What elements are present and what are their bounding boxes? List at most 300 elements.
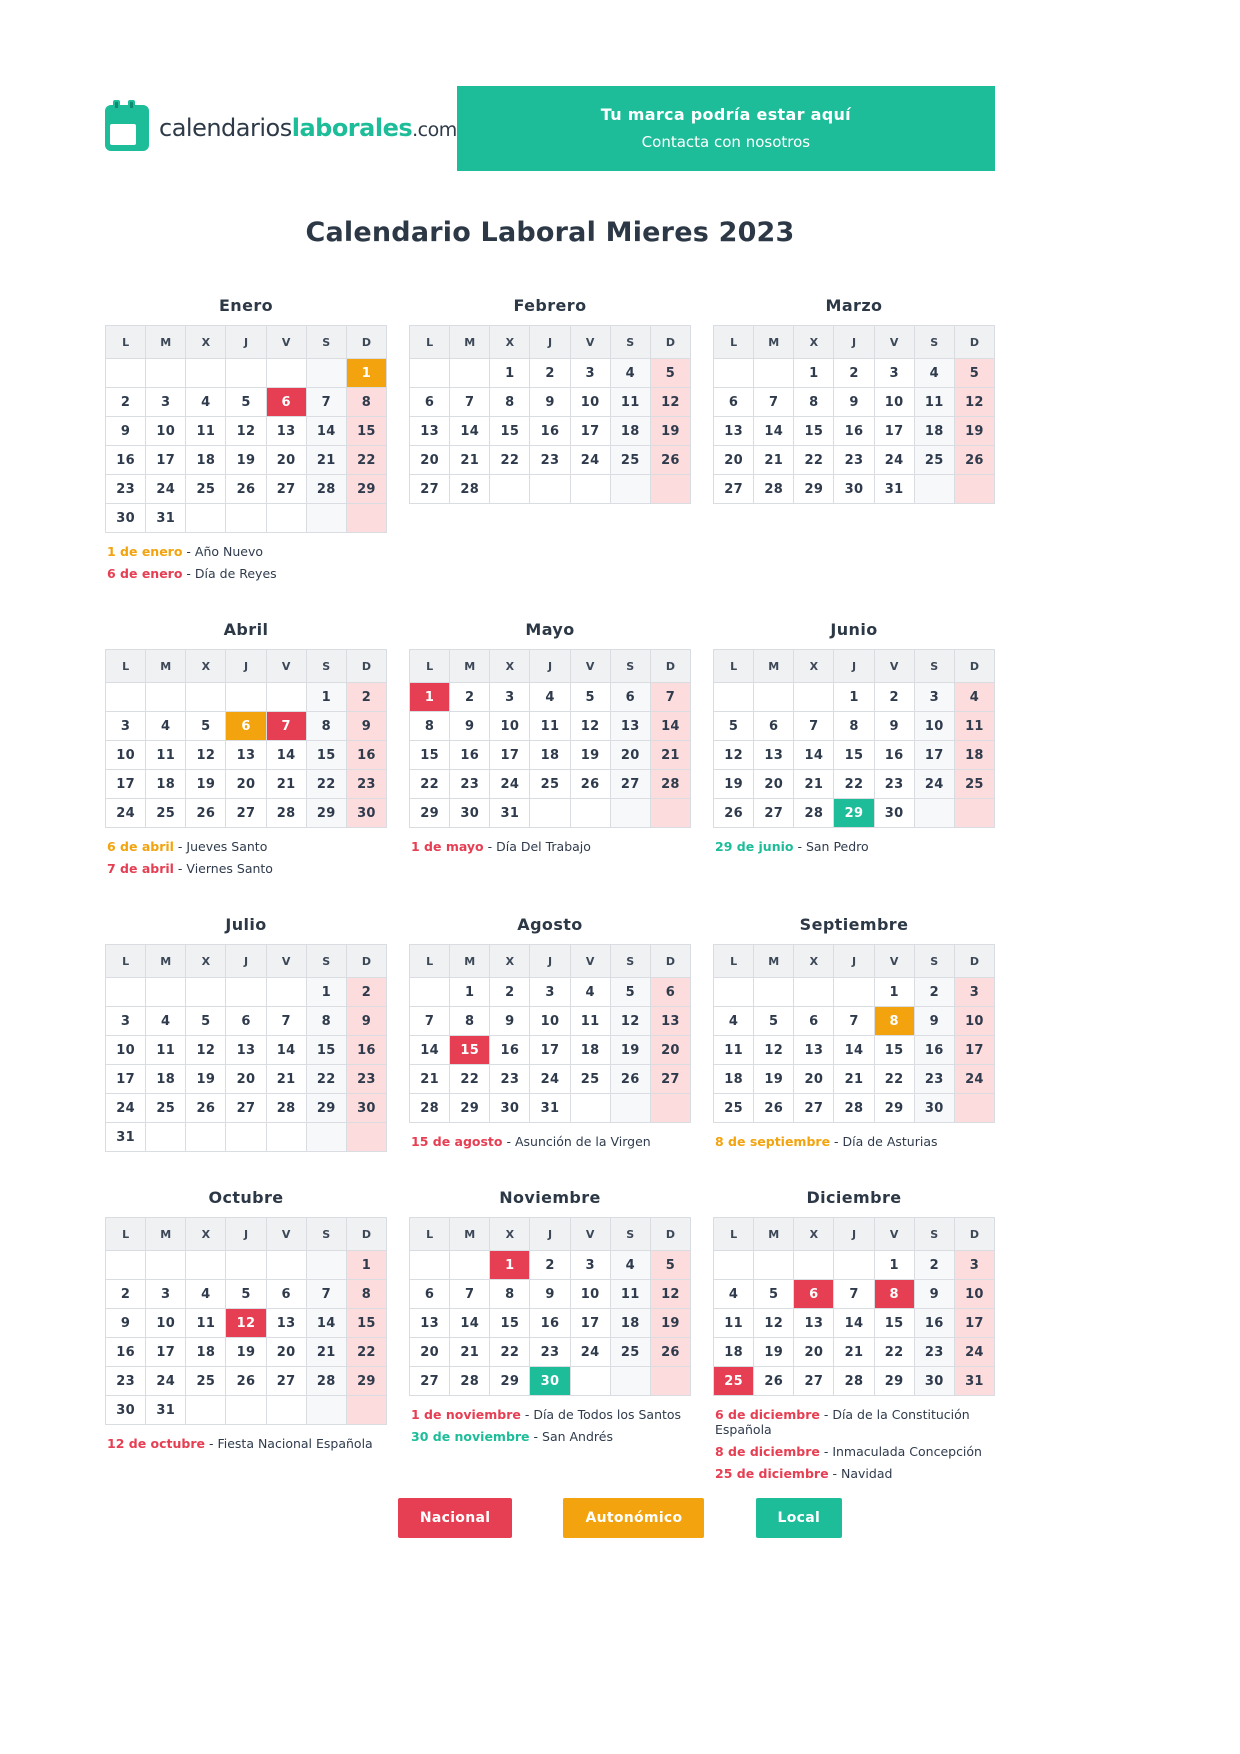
day-cell: 18	[914, 417, 954, 446]
day-cell: 19	[226, 446, 266, 475]
empty-day-cell	[570, 1094, 610, 1123]
day-cell: 12	[610, 1007, 650, 1036]
footnote-label: Jueves Santo	[186, 839, 268, 854]
day-cell: 22	[874, 1338, 914, 1367]
empty-day-cell	[754, 359, 794, 388]
footnote-date: 1 de mayo	[411, 839, 484, 854]
day-cell: 23	[346, 1065, 386, 1094]
empty-day-cell	[146, 1123, 186, 1152]
day-cell: 22	[794, 446, 834, 475]
ad-banner[interactable]	[457, 86, 995, 171]
day-cell: 1	[834, 683, 874, 712]
weekday-header: L	[714, 1218, 754, 1251]
day-cell: 31	[146, 1396, 186, 1425]
weekday-header: M	[754, 326, 794, 359]
day-cell: 22	[410, 770, 450, 799]
day-cell: 26	[954, 446, 994, 475]
day-cell: 21	[650, 741, 690, 770]
day-cell: 23	[530, 446, 570, 475]
day-cell: 4	[530, 683, 570, 712]
day-cell: 15	[410, 741, 450, 770]
day-cell: 28	[834, 1367, 874, 1396]
day-cell: 2	[874, 683, 914, 712]
day-cell: 20	[794, 1338, 834, 1367]
weekday-header: V	[266, 326, 306, 359]
day-cell: 10	[570, 388, 610, 417]
footnote-label: Año Nuevo	[194, 544, 264, 559]
empty-day-cell	[106, 683, 146, 712]
empty-day-cell	[266, 978, 306, 1007]
day-cell: 5	[714, 712, 754, 741]
calendar-table	[105, 325, 387, 533]
month-title: Noviembre	[499, 1188, 601, 1207]
day-cell: 11	[610, 388, 650, 417]
empty-day-cell	[186, 978, 226, 1007]
holiday-type-legend	[0, 1498, 1240, 1538]
day-cell: 19	[650, 1309, 690, 1338]
day-cell: 1	[346, 1251, 386, 1280]
calendar-table	[713, 944, 995, 1123]
day-cell: 5	[754, 1280, 794, 1309]
footnote-date: 25 de diciembre	[715, 1466, 829, 1481]
empty-day-cell	[306, 1251, 346, 1280]
day-cell: 9	[490, 1007, 530, 1036]
day-cell: 12	[226, 417, 266, 446]
day-cell: 6	[410, 388, 450, 417]
empty-day-cell	[186, 683, 226, 712]
weekday-header: J	[530, 1218, 570, 1251]
day-cell: 16	[106, 446, 146, 475]
day-cell: 17	[106, 1065, 146, 1094]
day-cell: 18	[530, 741, 570, 770]
day-cell: 27	[266, 475, 306, 504]
footnote-date: 7 de abril	[107, 861, 174, 876]
day-cell: 21	[450, 1338, 490, 1367]
holiday-footnotes	[105, 544, 387, 581]
weekday-header: S	[306, 1218, 346, 1251]
empty-day-cell	[490, 475, 530, 504]
day-cell: 10	[490, 712, 530, 741]
day-cell: 30	[874, 799, 914, 828]
day-cell: 27	[650, 1065, 690, 1094]
day-cell: 1	[794, 359, 834, 388]
calendar-table	[713, 1217, 995, 1396]
day-cell: 16	[914, 1036, 954, 1065]
day-cell: 4	[146, 712, 186, 741]
day-cell: 23	[874, 770, 914, 799]
day-cell: 12	[186, 1036, 226, 1065]
weekday-header: M	[450, 650, 490, 683]
site-logo[interactable]	[105, 105, 457, 151]
day-cell: 9	[346, 712, 386, 741]
weekday-header: V	[570, 650, 610, 683]
day-cell: 22	[490, 1338, 530, 1367]
day-cell: 24	[490, 770, 530, 799]
weekday-header: J	[226, 945, 266, 978]
weekday-header: M	[450, 945, 490, 978]
day-cell: 7	[410, 1007, 450, 1036]
day-cell: 18	[714, 1065, 754, 1094]
day-cell: 13	[266, 1309, 306, 1338]
empty-day-cell	[410, 978, 450, 1007]
day-cell: 16	[490, 1036, 530, 1065]
empty-day-cell	[570, 799, 610, 828]
day-cell: 15	[346, 417, 386, 446]
day-cell: 21	[834, 1065, 874, 1094]
day-cell: 10	[106, 741, 146, 770]
page-title: Calendario Laboral Mieres 2023	[305, 217, 795, 248]
weekday-header: V	[266, 945, 306, 978]
day-cell: 18	[714, 1338, 754, 1367]
day-cell: 18	[146, 1065, 186, 1094]
empty-day-cell	[914, 475, 954, 504]
day-cell: 23	[530, 1338, 570, 1367]
weekday-header: D	[346, 1218, 386, 1251]
empty-day-cell	[570, 475, 610, 504]
day-cell: 24	[146, 1367, 186, 1396]
day-cell: 31	[490, 799, 530, 828]
day-cell: 6	[794, 1007, 834, 1036]
day-cell: 19	[754, 1338, 794, 1367]
day-cell: 8	[306, 1007, 346, 1036]
day-cell: 24	[954, 1065, 994, 1094]
day-cell: 28	[410, 1094, 450, 1123]
empty-day-cell	[346, 504, 386, 533]
empty-day-cell	[226, 504, 266, 533]
day-cell: 2	[530, 359, 570, 388]
day-cell: 20	[266, 446, 306, 475]
footnote: 1 de enero - Año Nuevo	[107, 544, 264, 559]
empty-day-cell	[306, 504, 346, 533]
day-cell: 13	[610, 712, 650, 741]
empty-day-cell	[266, 359, 306, 388]
holiday-day-cell: 8	[874, 1007, 914, 1036]
day-cell: 7	[266, 1007, 306, 1036]
day-cell: 11	[714, 1036, 754, 1065]
weekday-header: D	[650, 650, 690, 683]
footnote-date: 30 de noviembre	[411, 1429, 530, 1444]
day-cell: 19	[754, 1065, 794, 1094]
day-cell: 2	[914, 978, 954, 1007]
day-cell: 13	[754, 741, 794, 770]
day-cell: 14	[834, 1036, 874, 1065]
month-title: Febrero	[513, 296, 587, 315]
day-cell: 2	[834, 359, 874, 388]
day-cell: 9	[834, 388, 874, 417]
holiday-day-cell: 8	[874, 1280, 914, 1309]
day-cell: 7	[834, 1007, 874, 1036]
weekday-header: V	[570, 326, 610, 359]
day-cell: 21	[794, 770, 834, 799]
calendar-table	[713, 325, 995, 504]
day-cell: 4	[714, 1007, 754, 1036]
day-cell: 30	[346, 799, 386, 828]
day-cell: 1	[874, 1251, 914, 1280]
empty-day-cell	[954, 475, 994, 504]
day-cell: 27	[754, 799, 794, 828]
day-cell: 5	[186, 1007, 226, 1036]
empty-day-cell	[266, 683, 306, 712]
day-cell: 19	[570, 741, 610, 770]
day-cell: 17	[914, 741, 954, 770]
empty-day-cell	[226, 1123, 266, 1152]
day-cell: 22	[874, 1065, 914, 1094]
weekday-header: L	[410, 650, 450, 683]
day-cell: 16	[874, 741, 914, 770]
day-cell: 6	[410, 1280, 450, 1309]
holiday-day-cell: 7	[266, 712, 306, 741]
day-cell: 11	[530, 712, 570, 741]
day-cell: 22	[306, 1065, 346, 1094]
day-cell: 25	[186, 1367, 226, 1396]
weekday-header: M	[754, 1218, 794, 1251]
day-cell: 19	[610, 1036, 650, 1065]
day-cell: 4	[954, 683, 994, 712]
weekday-header: L	[106, 945, 146, 978]
weekday-header: D	[954, 1218, 994, 1251]
day-cell: 28	[266, 1094, 306, 1123]
day-cell: 23	[106, 475, 146, 504]
day-cell: 5	[754, 1007, 794, 1036]
weekday-header: D	[954, 326, 994, 359]
weekday-header: L	[106, 650, 146, 683]
day-cell: 10	[146, 1309, 186, 1338]
day-cell: 31	[530, 1094, 570, 1123]
empty-day-cell	[226, 1251, 266, 1280]
holiday-footnotes	[713, 1407, 995, 1481]
day-cell: 27	[226, 1094, 266, 1123]
footnote-label: Fiesta Nacional Española	[217, 1436, 373, 1451]
empty-day-cell	[714, 359, 754, 388]
day-cell: 11	[610, 1280, 650, 1309]
footnote-label: San Pedro	[805, 839, 869, 854]
day-cell: 22	[306, 770, 346, 799]
day-cell: 13	[410, 417, 450, 446]
empty-day-cell	[754, 683, 794, 712]
day-cell: 7	[834, 1280, 874, 1309]
empty-day-cell	[570, 1367, 610, 1396]
day-cell: 4	[146, 1007, 186, 1036]
day-cell: 23	[914, 1338, 954, 1367]
day-cell: 6	[266, 1280, 306, 1309]
day-cell: 11	[914, 388, 954, 417]
day-cell: 16	[346, 1036, 386, 1065]
footnote-label: Navidad	[841, 1466, 893, 1481]
day-cell: 1	[450, 978, 490, 1007]
header	[105, 85, 995, 171]
day-cell: 12	[186, 741, 226, 770]
weekday-header: S	[610, 650, 650, 683]
calendar-table	[105, 944, 387, 1152]
calendar-table	[409, 1217, 691, 1396]
day-cell: 9	[450, 712, 490, 741]
empty-day-cell	[306, 1396, 346, 1425]
day-cell: 29	[306, 1094, 346, 1123]
empty-day-cell	[754, 1251, 794, 1280]
weekday-header: S	[914, 326, 954, 359]
day-cell: 24	[570, 446, 610, 475]
month-title: Julio	[225, 915, 267, 934]
day-cell: 3	[530, 978, 570, 1007]
footnote-label: Viernes Santo	[186, 861, 273, 876]
day-cell: 8	[834, 712, 874, 741]
day-cell: 21	[410, 1065, 450, 1094]
day-cell: 17	[570, 1309, 610, 1338]
holiday-day-cell: 29	[834, 799, 874, 828]
holiday-footnotes	[409, 1134, 691, 1149]
day-cell: 30	[346, 1094, 386, 1123]
day-cell: 28	[306, 1367, 346, 1396]
day-cell: 24	[914, 770, 954, 799]
day-cell: 13	[410, 1309, 450, 1338]
day-cell: 13	[794, 1036, 834, 1065]
weekday-header: X	[490, 650, 530, 683]
footnote-label: Día de Todos los Santos	[533, 1407, 682, 1422]
day-cell: 28	[450, 1367, 490, 1396]
footnote: 12 de octubre - Fiesta Nacional Española	[107, 1436, 373, 1451]
day-cell: 27	[226, 799, 266, 828]
day-cell: 3	[954, 978, 994, 1007]
day-cell: 21	[306, 446, 346, 475]
day-cell: 8	[346, 388, 386, 417]
day-cell: 11	[186, 1309, 226, 1338]
month-title: Septiembre	[799, 915, 909, 934]
legend-button-autonomico[interactable]: Autonómico	[563, 1498, 704, 1538]
day-cell: 8	[490, 388, 530, 417]
footnote: 6 de diciembre - Día de la Constitución Española	[715, 1407, 970, 1437]
day-cell: 7	[306, 388, 346, 417]
day-cell: 10	[146, 417, 186, 446]
day-cell: 10	[106, 1036, 146, 1065]
weekday-header: X	[490, 945, 530, 978]
day-cell: 13	[794, 1309, 834, 1338]
weekday-header: D	[954, 945, 994, 978]
weekday-header: S	[306, 650, 346, 683]
day-cell: 23	[106, 1367, 146, 1396]
day-cell: 30	[834, 475, 874, 504]
day-cell: 5	[650, 359, 690, 388]
day-cell: 29	[410, 799, 450, 828]
empty-day-cell	[714, 978, 754, 1007]
day-cell: 13	[226, 741, 266, 770]
empty-day-cell	[186, 1123, 226, 1152]
day-cell: 10	[954, 1280, 994, 1309]
logo-part-calendarios: calendarios	[159, 114, 292, 142]
holiday-day-cell: 6	[794, 1280, 834, 1309]
month-title: Junio	[830, 620, 878, 639]
empty-day-cell	[306, 1123, 346, 1152]
day-cell: 30	[450, 799, 490, 828]
day-cell: 26	[714, 799, 754, 828]
day-cell: 31	[146, 504, 186, 533]
day-cell: 31	[954, 1367, 994, 1396]
day-cell: 18	[186, 446, 226, 475]
day-cell: 12	[754, 1036, 794, 1065]
day-cell: 22	[490, 446, 530, 475]
empty-day-cell	[650, 475, 690, 504]
day-cell: 4	[714, 1280, 754, 1309]
day-cell: 3	[874, 359, 914, 388]
footnote: 6 de enero - Día de Reyes	[107, 566, 277, 581]
footnote-date: 6 de abril	[107, 839, 174, 854]
footnote-label: San Andrés	[542, 1429, 613, 1444]
day-cell: 8	[410, 712, 450, 741]
weekday-header: L	[106, 1218, 146, 1251]
day-cell: 26	[650, 1338, 690, 1367]
day-cell: 22	[346, 1338, 386, 1367]
day-cell: 3	[914, 683, 954, 712]
day-cell: 10	[914, 712, 954, 741]
day-cell: 28	[834, 1094, 874, 1123]
day-cell: 5	[954, 359, 994, 388]
day-cell: 19	[714, 770, 754, 799]
month-title: Enero	[218, 296, 274, 315]
holiday-day-cell: 6	[226, 712, 266, 741]
day-cell: 31	[106, 1123, 146, 1152]
footnote-label: Día de la Constitución Española	[715, 1407, 970, 1437]
day-cell: 16	[530, 417, 570, 446]
day-cell: 28	[450, 475, 490, 504]
day-cell: 28	[266, 799, 306, 828]
month-agosto	[409, 909, 691, 1156]
day-cell: 11	[146, 1036, 186, 1065]
footnote-label: Día Del Trabajo	[496, 839, 591, 854]
weekday-header: D	[954, 650, 994, 683]
day-cell: 16	[106, 1338, 146, 1367]
weekday-header: V	[570, 945, 610, 978]
day-cell: 26	[754, 1094, 794, 1123]
weekday-header: D	[346, 650, 386, 683]
holiday-footnotes	[713, 839, 995, 854]
day-cell: 28	[794, 799, 834, 828]
day-cell: 10	[874, 388, 914, 417]
day-cell: 14	[306, 417, 346, 446]
day-cell: 12	[650, 1280, 690, 1309]
day-cell: 2	[490, 978, 530, 1007]
empty-day-cell	[954, 799, 994, 828]
day-cell: 15	[306, 1036, 346, 1065]
day-cell: 5	[650, 1251, 690, 1280]
day-cell: 26	[186, 1094, 226, 1123]
empty-day-cell	[794, 978, 834, 1007]
day-cell: 21	[306, 1338, 346, 1367]
empty-day-cell	[650, 799, 690, 828]
day-cell: 10	[954, 1007, 994, 1036]
ad-banner-contact-link: Contacta con nosotros	[641, 133, 811, 151]
empty-day-cell	[106, 359, 146, 388]
day-cell: 17	[490, 741, 530, 770]
legend-button-local[interactable]: Local	[756, 1498, 843, 1538]
empty-day-cell	[650, 1367, 690, 1396]
day-cell: 24	[954, 1338, 994, 1367]
day-cell: 15	[874, 1309, 914, 1338]
weekday-header: J	[834, 650, 874, 683]
holiday-day-cell: 6	[266, 388, 306, 417]
empty-day-cell	[226, 359, 266, 388]
calendar-logo-icon	[105, 105, 149, 151]
day-cell: 25	[570, 1065, 610, 1094]
ad-banner-headline: Tu marca podría estar aquí	[600, 105, 851, 124]
legend-button-nacional[interactable]: Nacional	[398, 1498, 513, 1538]
weekday-header: M	[146, 945, 186, 978]
day-cell: 14	[450, 417, 490, 446]
day-cell: 23	[346, 770, 386, 799]
day-cell: 27	[266, 1367, 306, 1396]
footnote: 8 de septiembre - Día de Asturias	[715, 1134, 938, 1149]
day-cell: 8	[306, 712, 346, 741]
day-cell: 10	[570, 1280, 610, 1309]
weekday-header: J	[530, 650, 570, 683]
